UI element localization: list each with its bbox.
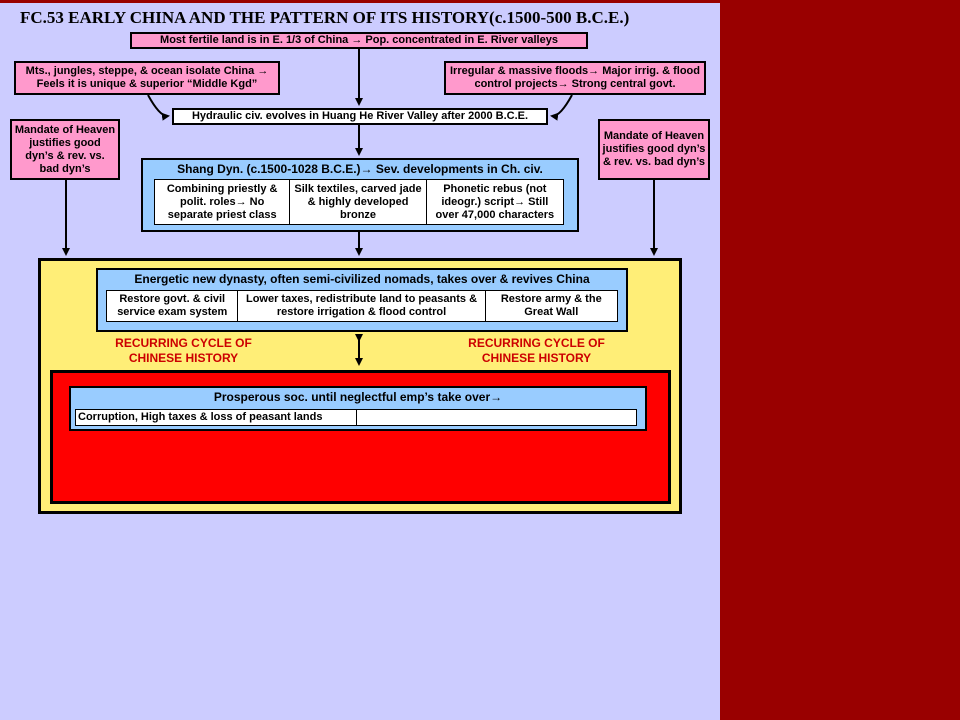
isolation-box: Mts., jungles, steppe, & ocean isolate China → Feels it is unique & superior “Middle Kgd” (14, 61, 280, 95)
mandate-left-box: Mandate of Heaven justifies good dyn’s & rev. vs. bad dyn’s (10, 119, 120, 180)
shang-cell-3: Phonetic rebus (not ideogr.) script→ Still over 47,000 characters (435, 182, 555, 221)
shang-header: Shang Dyn. (c.1500-1028 B.C.E.)→ Sev. developments in Ch. civ. (177, 162, 543, 176)
energetic-cell-2: Lower taxes, redistribute land to peasants & restore irrigation & flood control (238, 291, 485, 321)
energetic-header: Energetic new dynasty, often semi-civilized nomads, takes over & revives China (134, 272, 590, 286)
shang-cell-2: Silk textiles, carved jade & highly developed bronze (290, 180, 426, 224)
energetic-cell-3: Restore army & the Great Wall (500, 293, 602, 318)
energetic-cell-1: Restore govt. & civil service exam system (107, 291, 238, 321)
sidebar-panel (720, 0, 960, 720)
prosperous-header: Prosperous soc. until neglectful emp’s take over→ (213, 390, 503, 404)
page-title: FC.53 EARLY CHINA AND THE PATTERN OF ITS HISTORY(c.1500-500 B.C.E.) (20, 8, 630, 27)
cycle-label-left: RECURRING CYCLE OF CHINESE HISTORY (115, 336, 252, 365)
floods-box: Irregular & massive floods→ Major irrig. & flood control projects→ Strong central govt. (444, 61, 706, 95)
arrow-floods-to-hydraulic (552, 95, 572, 116)
cycle-label-right: RECURRING CYCLE OF CHINESE HISTORY (468, 336, 605, 365)
arrow-isolation-to-hydraulic (148, 95, 168, 116)
fertile-land-box: Most fertile land is in E. 1/3 of China → Pop. concentrated in E. River valleys (130, 32, 588, 49)
hydraulic-box: Hydraulic civ. evolves in Huang He River Valley after 2000 B.C.E. (172, 108, 548, 125)
shang-cell-1: Combining priestly & polit. roles→ No separate priest class (155, 180, 290, 224)
mandate-right-box: Mandate of Heaven justifies good dyn’s & rev. vs. bad dyn’s (598, 119, 710, 180)
prosperous-cell-1: Corruption, High taxes & loss of peasant lands (76, 410, 357, 425)
